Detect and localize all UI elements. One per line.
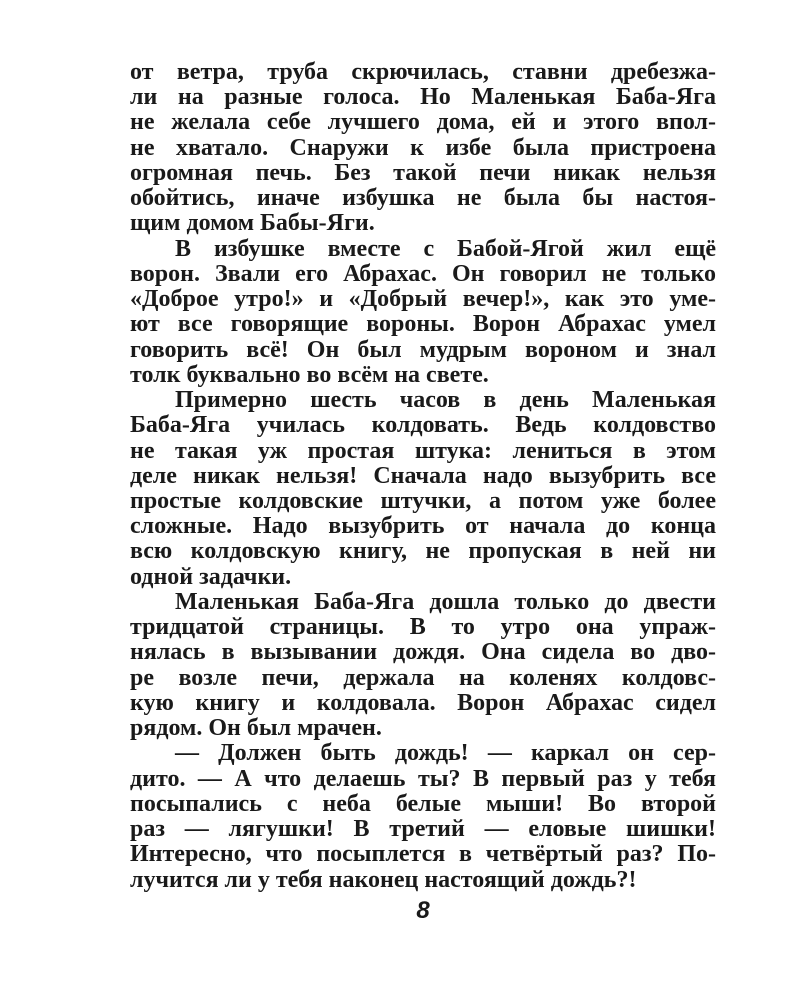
text-line: простые колдовские штучки, а потом уже более [130, 487, 716, 514]
text-line: толк буквально во всём на свете. [130, 361, 489, 388]
text-line: ре возле печи, держала на коленях колдовс- [130, 664, 716, 691]
text-line: дито. — А что делаешь ты? В первый раз у тебя [130, 765, 716, 792]
text-line: В избушке вместе с Бабой-Ягой жил ещё [175, 235, 716, 262]
text-line: сложные. Надо вызубрить от начала до конца [130, 513, 716, 540]
text-line: деле никак нельзя! Сначала надо вызубрить все [130, 462, 716, 489]
text-line: ют все говорящие вороны. Ворон Абрахас умел [130, 311, 716, 338]
text-line: говорить всё! Он был мудрым вороном и знал [130, 336, 716, 363]
text-line: раз — лягушки! В третий — еловые шишки! [130, 816, 716, 843]
text-line: лучится ли у тебя наконец настоящий дождь?! [130, 866, 637, 893]
text-line: «Доброе утро!» и «Добрый вечер!», как это уме- [130, 286, 716, 313]
text-line: от ветра, труба скрючилась, ставни дребезжа- [130, 59, 716, 85]
text-line: всю колдовскую книгу, не пропуская в ней ни [130, 538, 716, 565]
text-line: щим домом Бабы-Яги. [130, 210, 375, 237]
text-line: огромная печь. Без такой печи никак нельзя [130, 159, 716, 186]
text-line: одной задачки. [130, 563, 292, 590]
text-line: обойтись, иначе избушка не была бы настоя- [130, 185, 716, 212]
text-line: не хватало. Снаружи к избе была пристроена [130, 134, 716, 161]
text-line: Баба-Яга училась колдовать. Ведь колдовство [130, 412, 716, 439]
text-line: тридцатой страницы. В то утро она упраж- [130, 614, 716, 641]
text-line: не желала себе лучшего дома, ей и этого впол- [130, 109, 716, 136]
text-line: кую книгу и колдовала. Ворон Абрахас сидел [130, 689, 716, 716]
text-line: Интересно, что посыплется в четвёртый раз? По- [130, 841, 716, 868]
page-number: 8 [416, 897, 430, 924]
text-line: рядом. Он был мрачен. [130, 715, 382, 742]
text-line: Примерно шесть часов в день Маленькая [175, 387, 716, 414]
text-line: ли на разные голоса. Но Маленькая Баба-Яга [130, 84, 716, 111]
text-line: нялась в вызывании дождя. Она сидела во дво- [130, 639, 716, 666]
text-line: посыпались с неба белые мыши! Во второй [130, 790, 716, 817]
text-line: не такая уж простая штука: лениться в этом [130, 437, 716, 464]
text-line: — Должен быть дождь! — каркал он сер- [175, 740, 716, 767]
text-line: Маленькая Баба-Яга дошла только до двести [175, 588, 716, 615]
page-body-text [130, 60, 716, 893]
text-line: ворон. Звали его Абрахас. Он говорил не только [130, 260, 716, 287]
